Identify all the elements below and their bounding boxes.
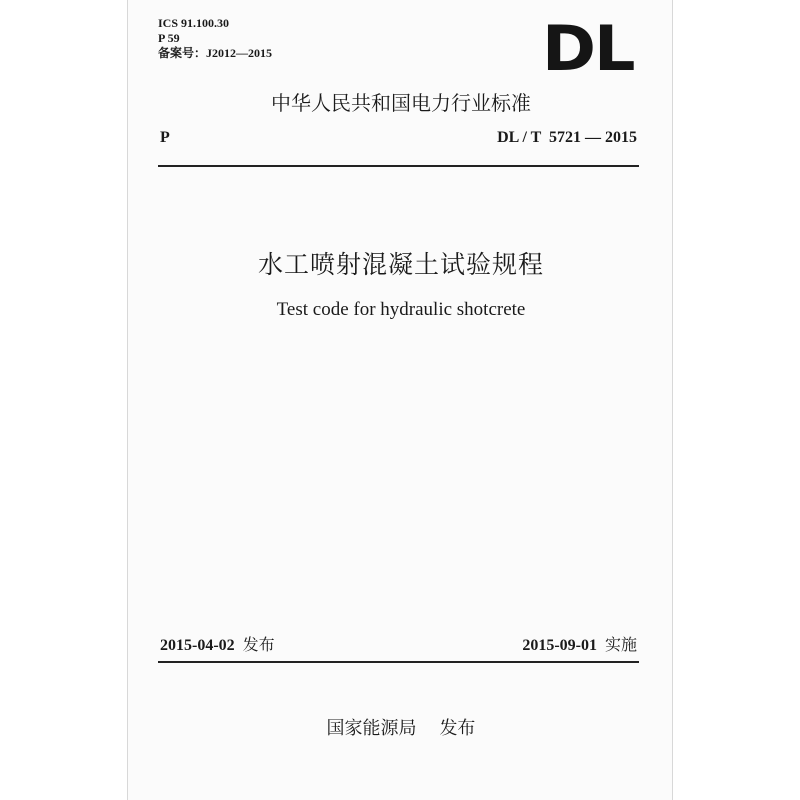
title-english: Test code for hydraulic shotcrete <box>276 299 526 320</box>
dl-logo: DL <box>542 12 634 85</box>
effective-label: 实施 <box>604 635 637 654</box>
ics-code: ICS 91.100.30 <box>158 16 230 30</box>
issue-date-block <box>160 632 275 655</box>
publisher-name: 国家能源局 <box>326 718 417 739</box>
industry-standard-title: 中华人民共和国电力行业标准 <box>271 91 531 115</box>
publisher-action: 发布 <box>439 718 476 739</box>
publisher-line <box>128 718 674 740</box>
classification-code: P <box>160 129 170 146</box>
bottom-divider <box>158 661 639 663</box>
effective-date-block <box>522 632 637 655</box>
standard-cover <box>127 0 673 800</box>
title-chinese: 水工喷射混凝土试验规程 <box>257 252 544 279</box>
top-divider <box>158 165 639 167</box>
effective-date: 2015-09-01 <box>522 637 597 654</box>
standard-number: DL / T 5721 — 2015 <box>497 129 637 146</box>
issue-label: 发布 <box>242 635 275 654</box>
p-code: P 59 <box>158 31 180 45</box>
issue-date: 2015-04-02 <box>160 637 235 654</box>
record-number: 备案号：J2012—2015 <box>158 46 273 60</box>
